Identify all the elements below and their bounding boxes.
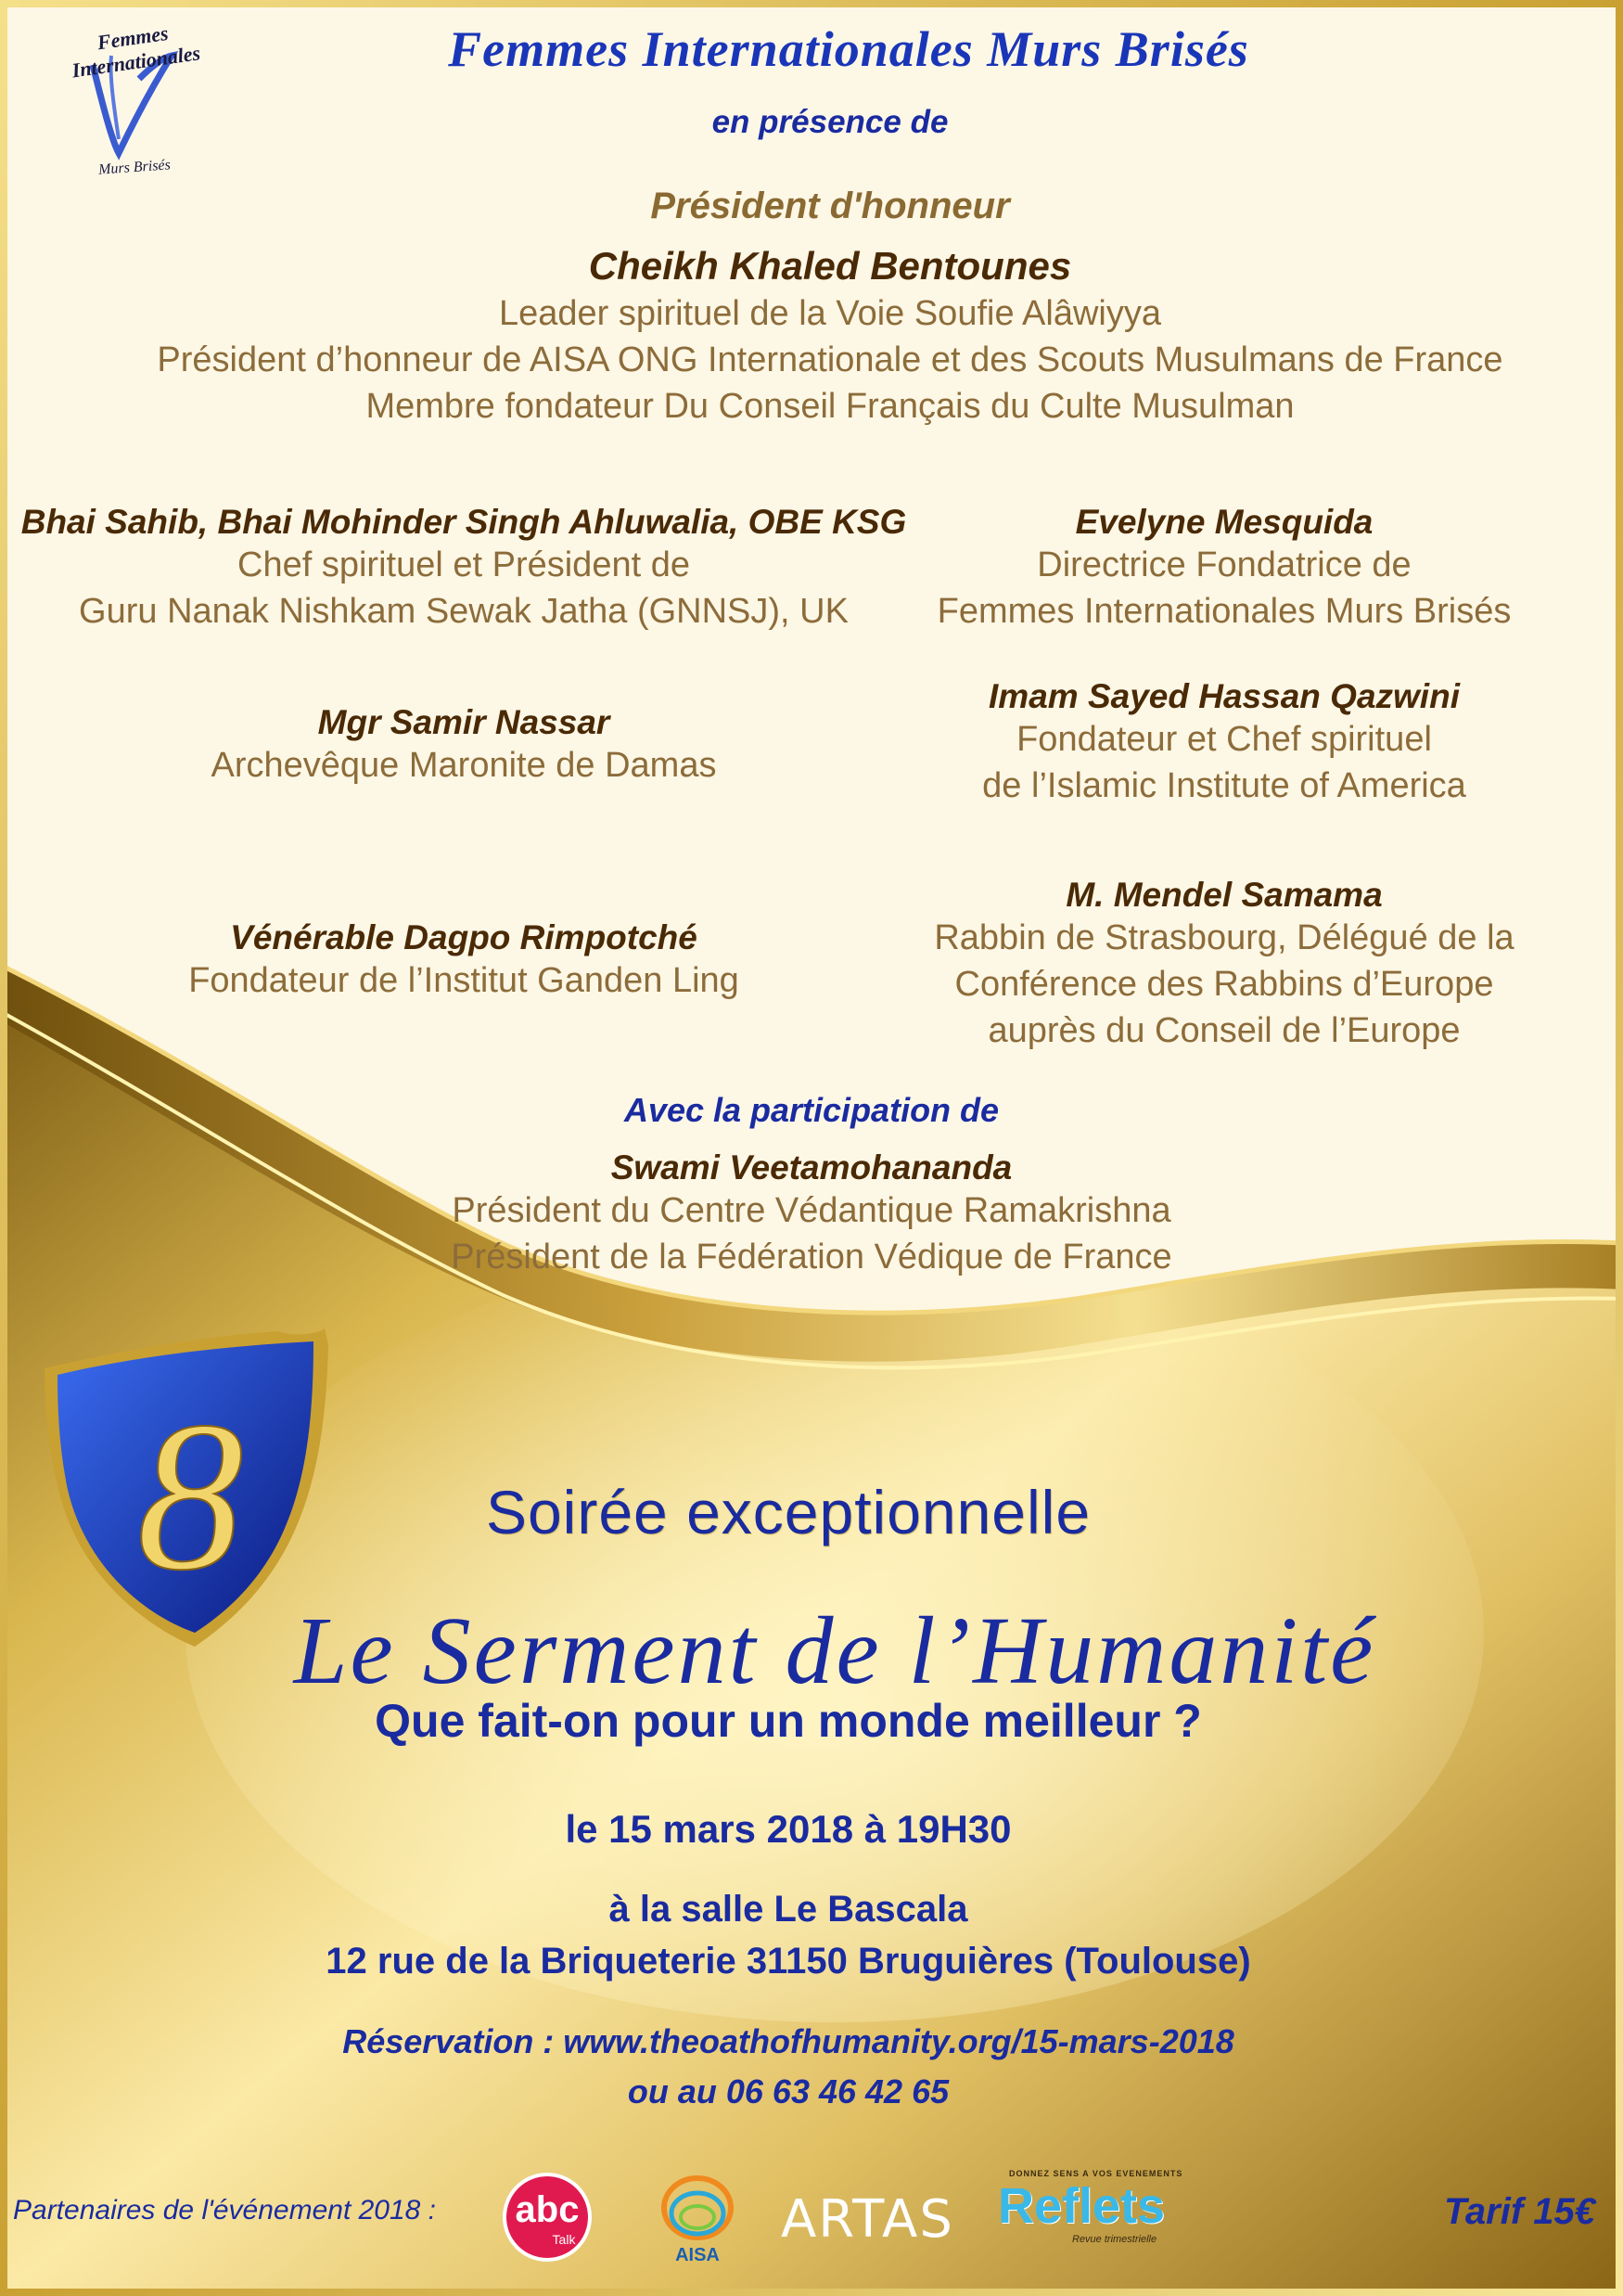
guest-right-2 xyxy=(872,677,1577,809)
honneur-line: Président d’honneur de AISA ONG Internationale et des Scouts Musulmans de France xyxy=(157,340,1503,379)
event-date: le 15 mars 2018 à 19H30 xyxy=(565,1807,1012,1851)
guest-right-1 xyxy=(872,503,1577,635)
logo-bottom-text: Murs Brisés xyxy=(97,157,172,178)
tarif-label: Tarif 15€ xyxy=(1443,2191,1595,2232)
talk-text: Talk xyxy=(552,2232,576,2247)
presence-subtitle: en présence de xyxy=(711,104,949,140)
reservation-link[interactable]: Réservation : www.theoathofhumanity.org/15-mars-2018 xyxy=(342,2022,1234,2060)
event-venue: à la salle Le Bascala xyxy=(608,1889,968,1930)
participation-heading: Avec la participation de xyxy=(623,1091,1000,1129)
guest-line: Chef spirituel et Président de xyxy=(237,545,690,584)
guest-line: Archevêque Maronite de Damas xyxy=(211,746,717,785)
reflets-tagline: DONNEZ SENS A VOS EVENEMENTS xyxy=(1009,2169,1183,2178)
honneur-section xyxy=(0,186,1623,430)
reservation-phone: ou au 06 63 46 42 65 xyxy=(627,2072,950,2110)
participation-line: Président du Centre Védantique Ramakrishna xyxy=(452,1191,1171,1230)
participation-section xyxy=(0,1091,1623,1280)
aisa-text: AISA xyxy=(675,2245,720,2265)
guest-name: Evelyne Mesquida xyxy=(1075,503,1374,541)
guest-line: Conférence des Rabbins d’Europe xyxy=(954,965,1494,1004)
event-question: Que fait-on pour un monde meilleur ? xyxy=(375,1695,1202,1747)
honneur-heading: Président d'honneur xyxy=(650,186,1010,226)
guest-line: Fondateur et Chef spirituel xyxy=(1016,720,1432,759)
guest-name: Bhai Sahib, Bhai Mohinder Singh Ahluwalia, OBE KSG xyxy=(20,503,907,541)
reflets-sub: Revue trimestrielle xyxy=(1072,2234,1157,2245)
guest-line: Guru Nanak Nishkam Sewak Jatha (GNNSJ), UK xyxy=(79,592,849,631)
guest-line: Fondateur de l’Institut Ganden Ling xyxy=(188,961,739,1000)
guest-name: Imam Sayed Hassan Qazwini xyxy=(989,677,1460,715)
guest-line: de l’Islamic Institute of America xyxy=(982,766,1466,805)
honneur-line: Membre fondateur Du Conseil Français du Culte Musulman xyxy=(365,387,1295,426)
guest-line: Rabbin de Strasbourg, Délégué de la xyxy=(934,918,1514,957)
soiree-heading: Soirée exceptionnelle xyxy=(485,1478,1092,1546)
event-address: 12 rue de la Briqueterie 31150 Bruguières (Toulouse) xyxy=(326,1941,1251,1982)
svg-text:8: 8 xyxy=(136,1378,244,1614)
guest-line: Femmes Internationales Murs Brisés xyxy=(937,592,1512,631)
aisa-logo xyxy=(642,2163,753,2275)
guest-right-3 xyxy=(872,876,1577,1054)
participation-name: Swami Veetamohananda xyxy=(610,1148,1013,1186)
reflets-text: Reflets xyxy=(998,2178,1166,2234)
logo-top-text: Femmes Internationales xyxy=(70,20,202,83)
guest-left-3 xyxy=(19,918,909,1004)
guest-name: Mgr Samir Nassar xyxy=(317,703,610,741)
partners-label: Partenaires de l'événement 2018 : xyxy=(13,2195,437,2225)
artas-logo: ARTAS xyxy=(781,2189,954,2250)
abc-text: abc xyxy=(515,2189,580,2230)
guest-name: Vénérable Dagpo Rimpotché xyxy=(230,918,697,956)
page-title: Femmes Internationales Murs Brisés xyxy=(448,21,1249,77)
abc-talk-logo xyxy=(499,2169,595,2265)
reflets-logo xyxy=(998,2169,1183,2271)
guest-left-2 xyxy=(19,703,909,789)
honneur-line: Leader spirituel de la Voie Soufie Alâwiyya xyxy=(498,294,1161,333)
honneur-name: Cheikh Khaled Bentounes xyxy=(588,244,1072,288)
event-title: Le Serment de l’Humanité xyxy=(293,1597,1376,1704)
guest-left-1 xyxy=(19,503,909,635)
guest-name: M. Mendel Samama xyxy=(1066,876,1383,914)
guest-line: Directrice Fondatrice de xyxy=(1037,545,1412,584)
participation-line: Président de la Fédération Védique de France xyxy=(451,1238,1172,1276)
guest-line: auprès du Conseil de l’Europe xyxy=(988,1011,1461,1050)
